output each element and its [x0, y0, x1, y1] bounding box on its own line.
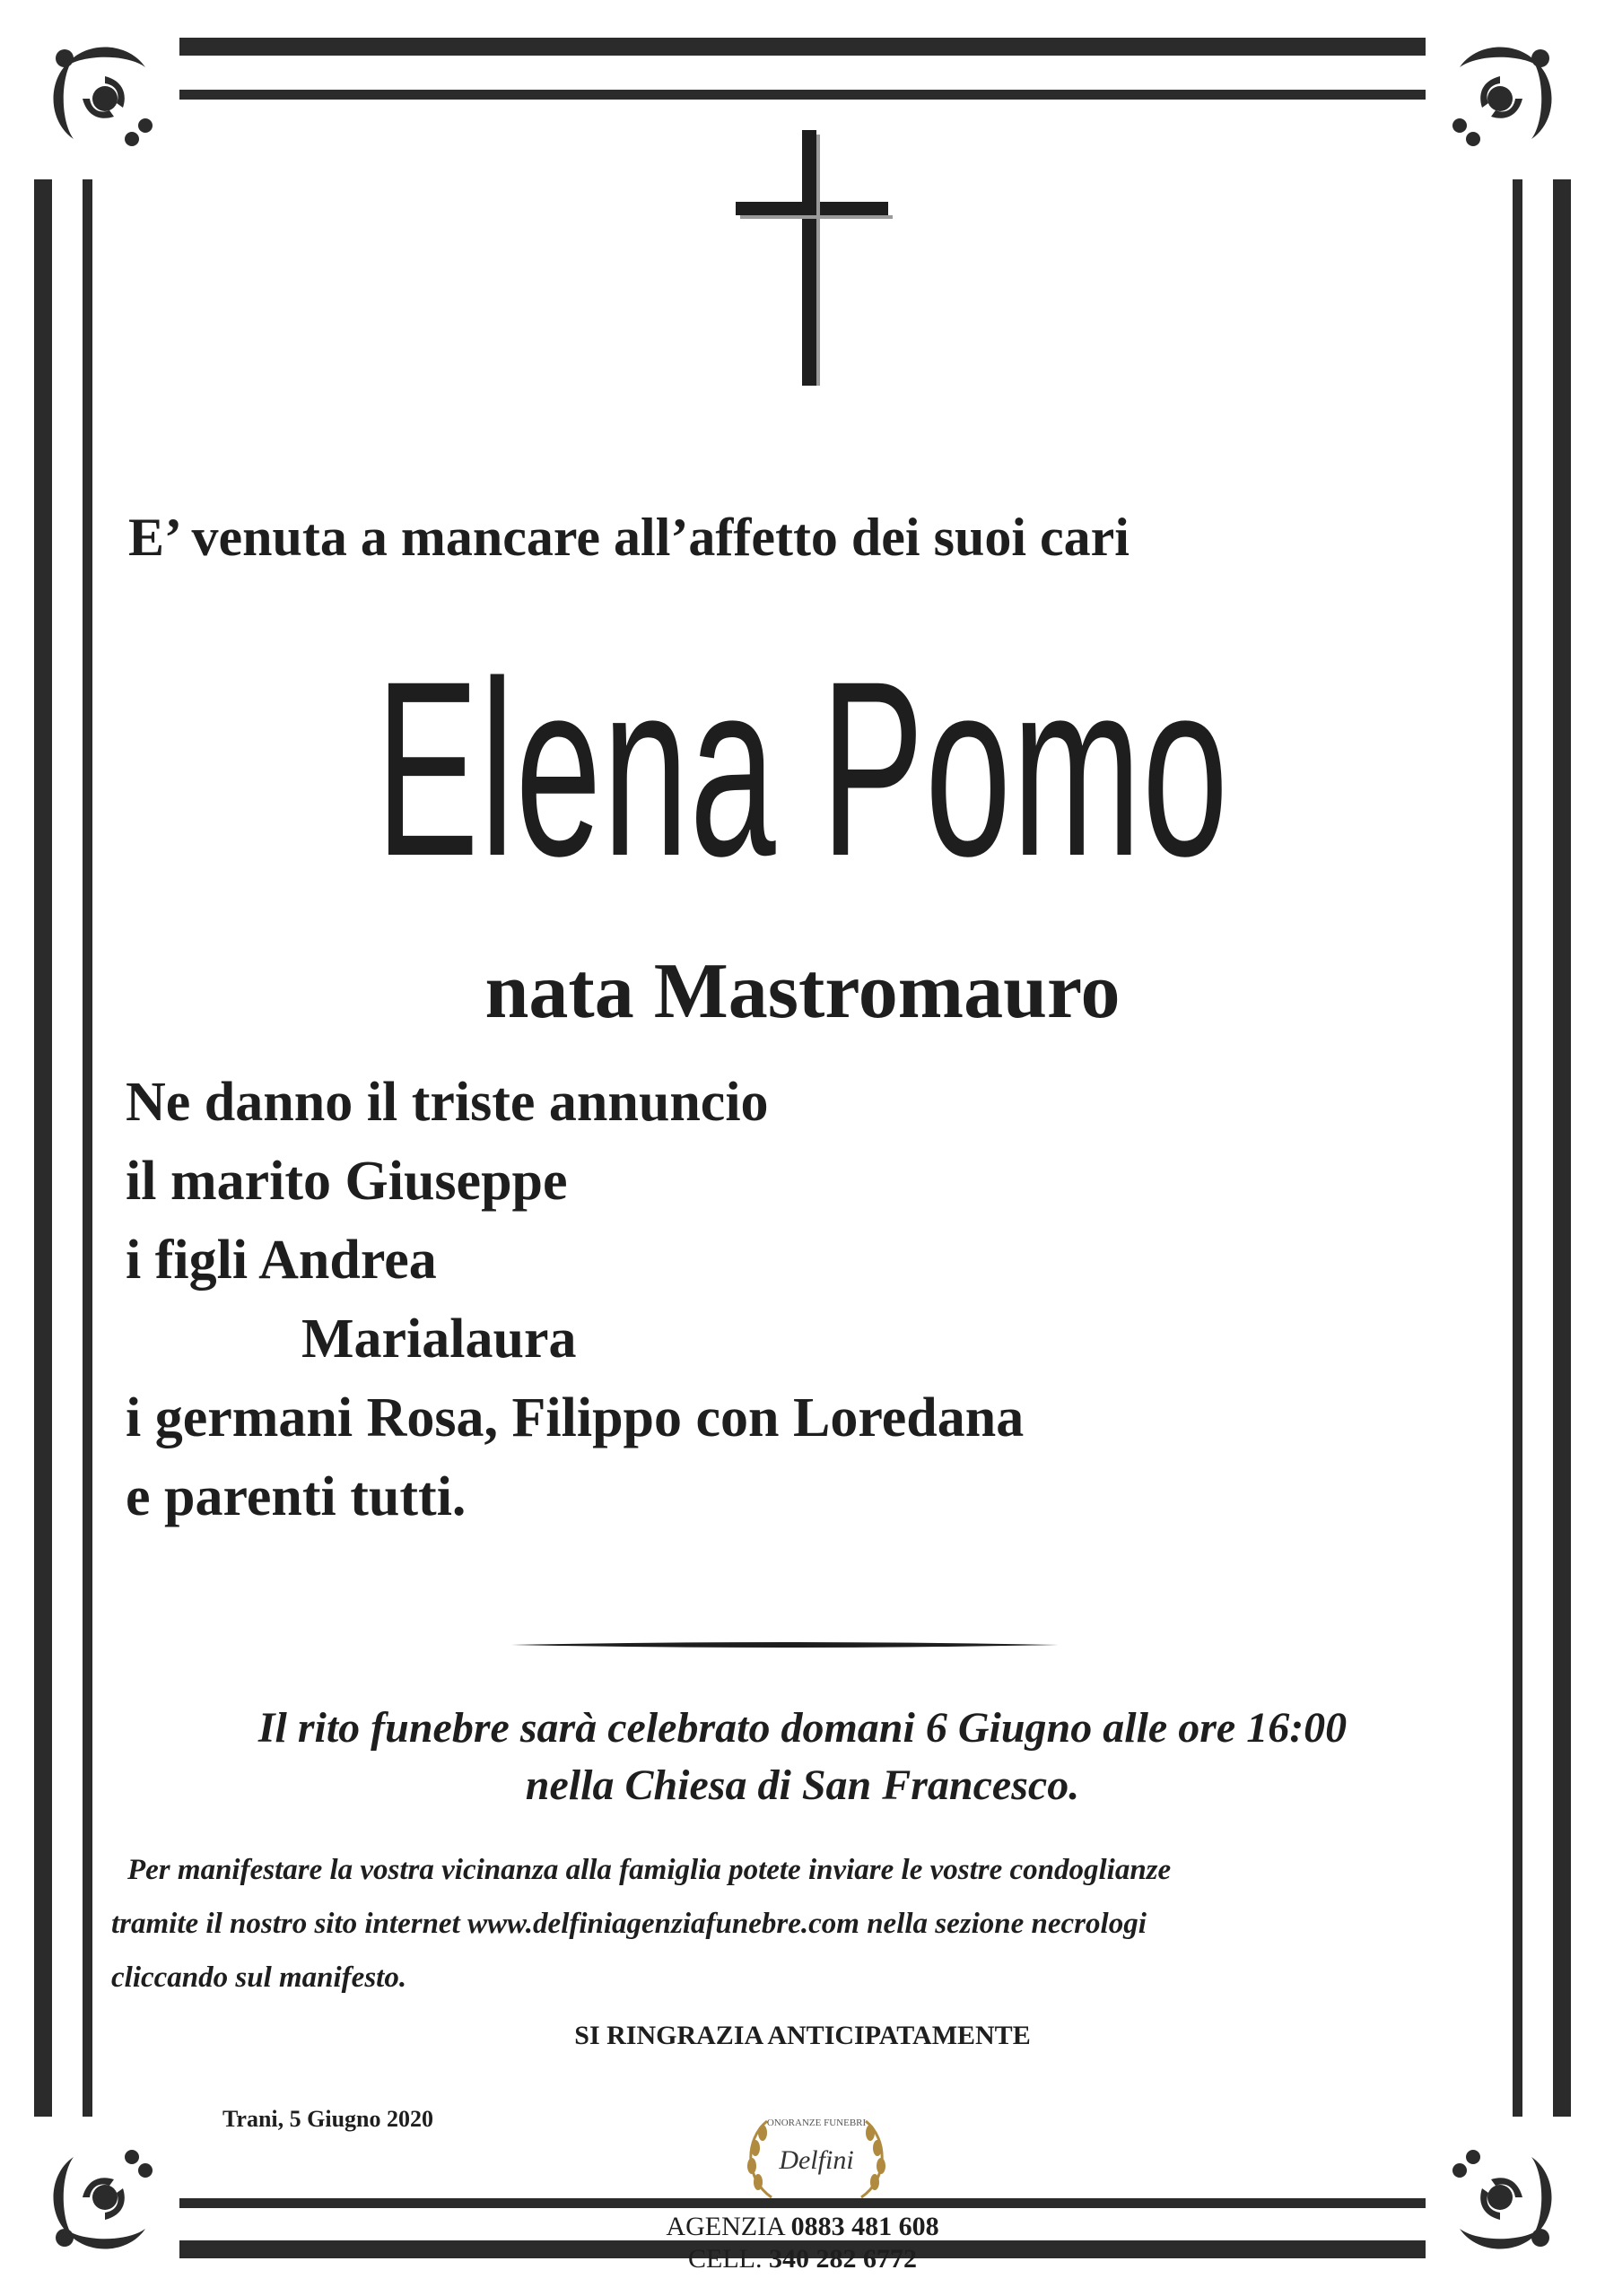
announcement-line: i germani Rosa, Filippo con Loredana — [126, 1387, 1025, 1448]
rite-line: nella Chiesa di San Francesco. — [525, 1761, 1080, 1809]
corner-ornament-icon — [38, 31, 172, 166]
info-line: tramite il nostro sito internet www.delfiniagenziafunebre.com nella sezione necrologi — [111, 1908, 1147, 1940]
info-line: cliccando sul manifesto. — [111, 1961, 407, 1994]
info-line: Per manifestare la vostra vicinanza alla famiglia potete inviare le vostre condoglianze — [127, 1854, 1172, 1886]
logo-name: Delfini — [779, 2145, 854, 2175]
cell-number: 340 282 6772 — [769, 2244, 917, 2274]
announcement-line: il marito Giuseppe — [126, 1151, 568, 1212]
place-date: Trani, 5 Giugno 2020 — [222, 2106, 434, 2132]
agency-logo — [736, 2099, 897, 2215]
announcement-line: Marialaura — [301, 1309, 577, 1370]
phone-label: AGENZIA — [666, 2212, 785, 2241]
thanks-text: SI RINGRAZIA ANTICIPATAMENTE — [574, 2021, 1031, 2050]
agency-cell-line — [0, 2243, 1605, 2275]
condolence-info — [111, 1843, 1511, 2005]
corner-ornament-icon — [1433, 31, 1567, 166]
phone-number: 0883 481 608 — [790, 2212, 939, 2241]
intro-text: E’ venuta a mancare all’affetto dei suoi cari — [128, 508, 1130, 567]
agency-contacts — [0, 2211, 1605, 2275]
cell-label: CELL. — [688, 2244, 763, 2274]
cross-icon — [731, 126, 893, 395]
agency-phone-line — [0, 2211, 1605, 2243]
rite-line: Il rito funebre sarà celebrato domani 6 Giugno alle ore 16:00 — [257, 1704, 1348, 1752]
logo-top-text: ONORANZE FUNEBRI — [766, 2118, 867, 2128]
deceased-name: Elena Pomo — [375, 629, 1230, 908]
announcement-line: i figli Andrea — [126, 1230, 437, 1291]
divider — [511, 1641, 1059, 1648]
funeral-rite-info — [0, 1700, 1605, 1814]
announcement-block — [126, 1063, 1024, 1536]
maiden-name: nata Mastromauro — [484, 948, 1121, 1035]
announcement-line: e parenti tutti. — [126, 1466, 467, 1527]
announcement-line: Ne danno il triste annuncio — [126, 1072, 769, 1133]
